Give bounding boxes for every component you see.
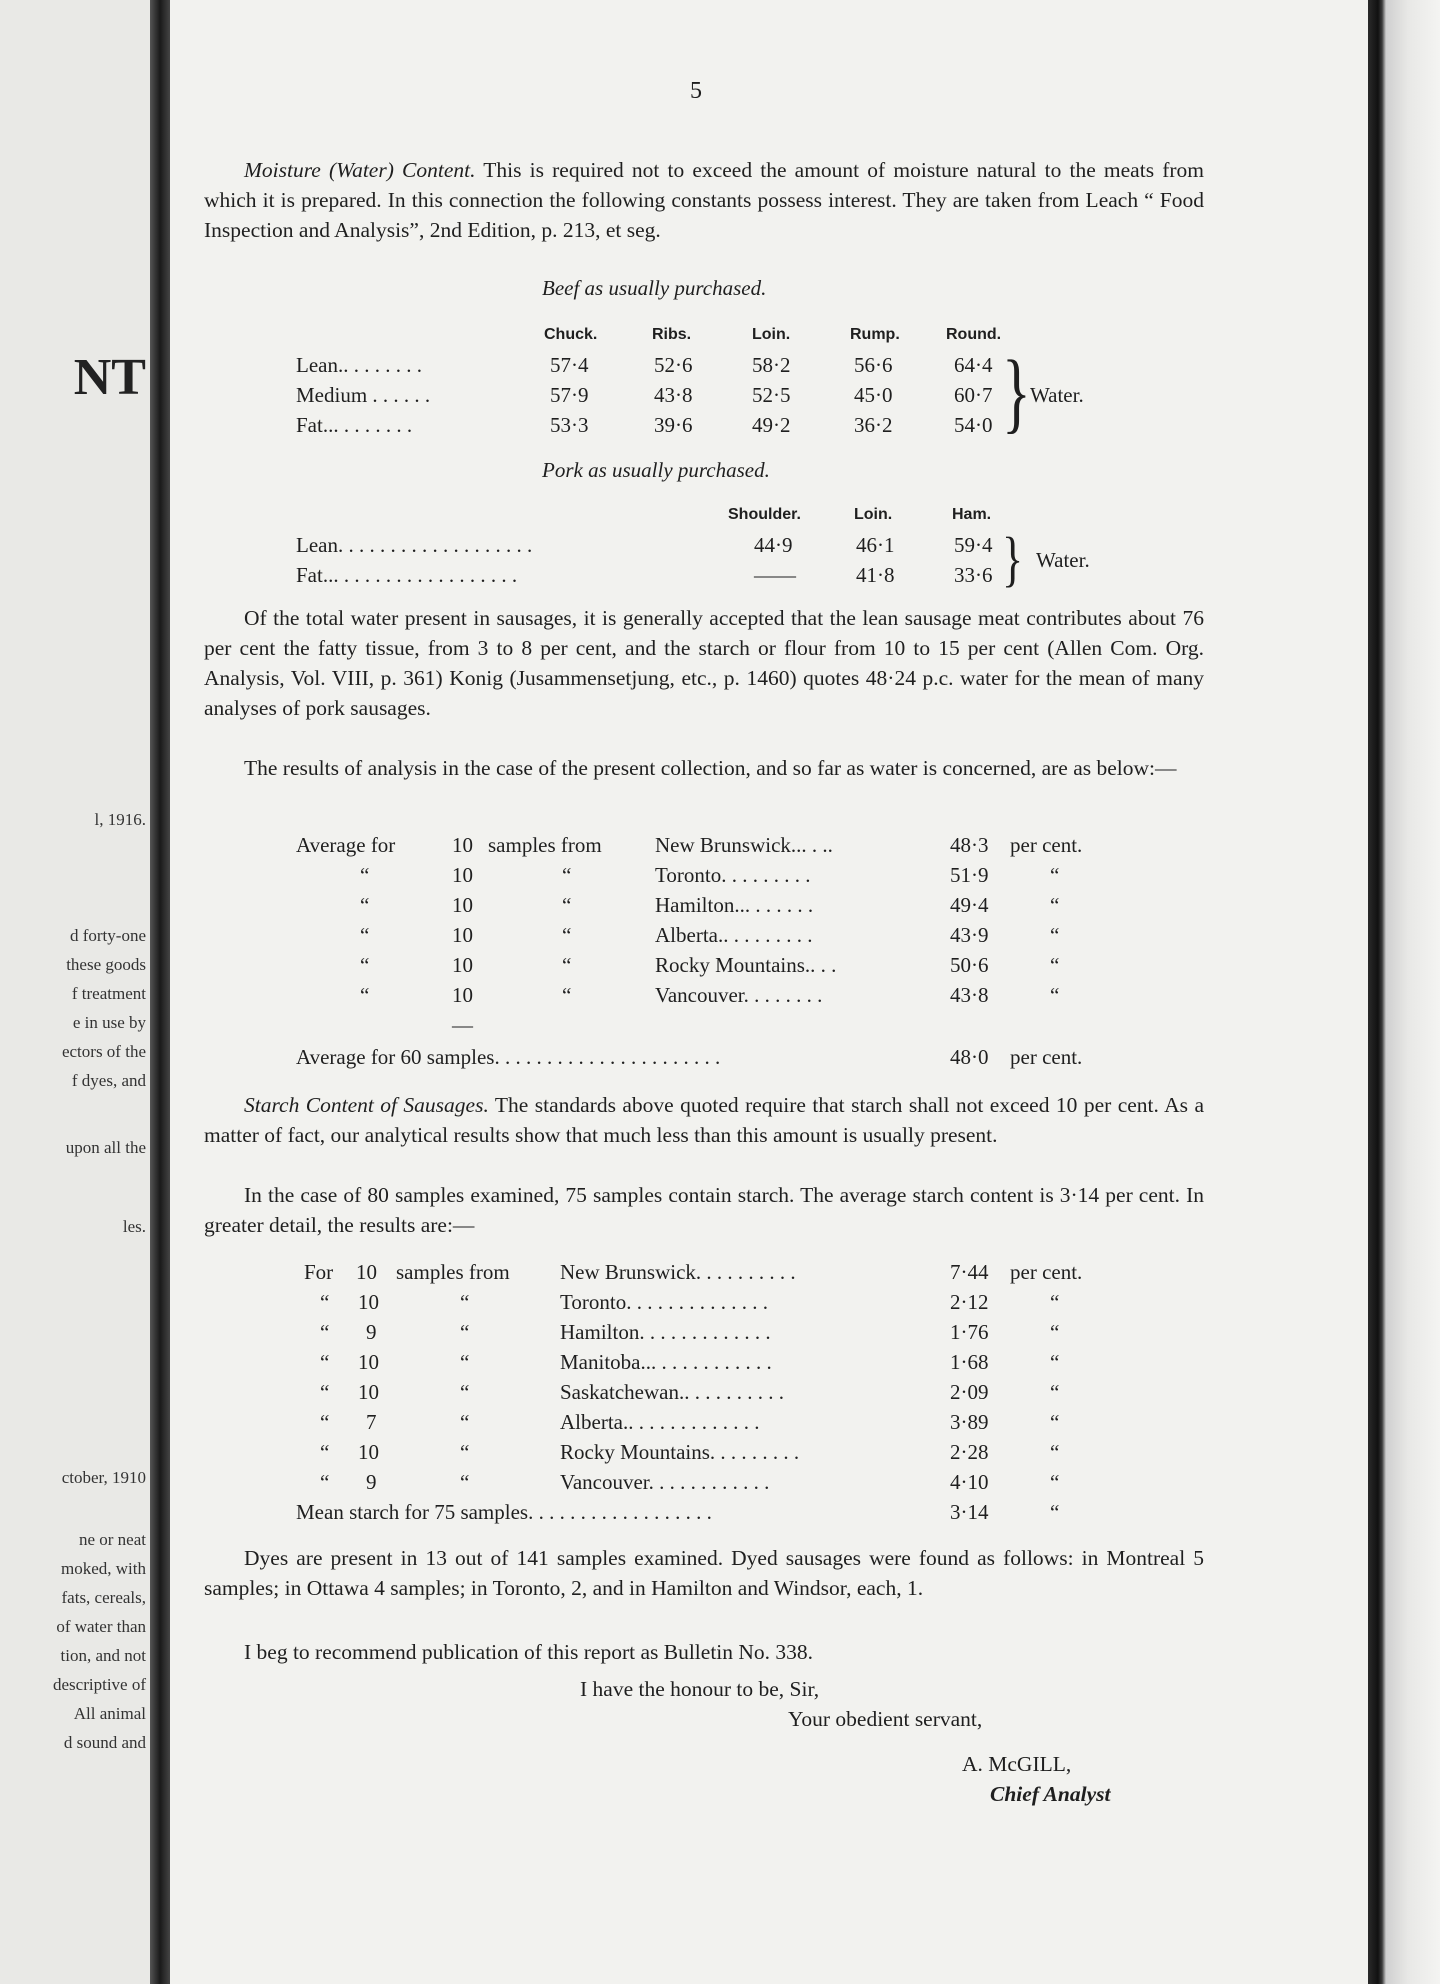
table-cell: 9 (366, 1320, 377, 1344)
brace: } (1002, 525, 1024, 594)
table-cell: Saskatchewan.. . . . . . . . . . (560, 1380, 784, 1404)
paragraph-text: Dyes are present in 13 out of 141 samples examined. Dyed sausages were found as follows: in Montreal 5 samples; in Ottawa 4 samples; in Toronto, 2, and in Hamilton and Windsor, each, 1. (204, 1546, 1204, 1600)
table-cell: samples from (488, 833, 602, 857)
pork-table (170, 500, 1368, 594)
left-fragment: ctober, 1910 (61, 1468, 146, 1487)
table-cell: “ (320, 1380, 330, 1404)
table-cell: Alberta.. . . . . . . . . (655, 923, 813, 947)
pork-header: Loin. (854, 506, 893, 523)
beef-header: Chuck. (544, 326, 598, 343)
table-cell: per cent. (1010, 1045, 1083, 1069)
table-cell: 10 (452, 923, 473, 947)
table-cell: 57·9 (550, 383, 589, 407)
paragraph-text: The results of analysis in the case of the present collection, and so far as water is concerned, are as below:— (244, 756, 1177, 780)
signatory-name: A. McGILL, (962, 1752, 1072, 1776)
beef-header: Rump. (850, 326, 900, 343)
table-cell: 10 (452, 893, 473, 917)
left-fragment: these goods (66, 955, 146, 974)
table-cell: Manitoba... . . . . . . . . . . . (560, 1350, 772, 1374)
table-cell: “ (360, 953, 370, 977)
table-cell: “ (460, 1380, 470, 1404)
table-cell: “ (460, 1410, 470, 1434)
table-cell: 43·8 (654, 383, 693, 407)
pork-header: Shoulder. (728, 506, 801, 523)
left-fragment: d sound and (63, 1733, 146, 1752)
table-cell: 49·2 (752, 413, 791, 437)
table-cell: Rocky Mountains.. . . (655, 953, 837, 977)
paragraph-text: The standards above quoted require that starch shall not exceed 10 per cent. As a matter of fact, our analytical results show that much less than this amount is usually present. (204, 1093, 1204, 1147)
table-cell: “ (1050, 1440, 1060, 1464)
table-cell: “ (320, 1290, 330, 1314)
table-cell: “ (1050, 1410, 1060, 1434)
table-cell: “ (460, 1470, 470, 1494)
table-cell: 2·12 (950, 1290, 989, 1314)
left-fragment: moked, with (61, 1559, 146, 1578)
table-cell: “ (460, 1350, 470, 1374)
table-cell: 4·10 (950, 1470, 989, 1494)
table-cell: 51·9 (950, 863, 989, 887)
table-cell: “ (320, 1350, 330, 1374)
table-cell: Hamilton... . . . . . . (655, 893, 814, 917)
section-heading-moisture: Moisture (Water) Content. (244, 158, 476, 182)
table-cell: New Brunswick. . . . . . . . . . (560, 1260, 796, 1284)
table-cell: 43·9 (950, 923, 989, 947)
table-cell: 10 (452, 833, 473, 857)
table-cell: “ (1050, 953, 1060, 977)
left-fragment: d forty-one (69, 926, 146, 945)
table-cell: 56·6 (854, 353, 893, 377)
beef-header: Ribs. (652, 326, 692, 343)
table-cell: “ (360, 893, 370, 917)
table-cell: 59·4 (954, 533, 993, 557)
left-fragment: descriptive of (53, 1675, 146, 1694)
table-cell: “ (1050, 893, 1060, 917)
page-number: 5 (690, 78, 702, 104)
left-fragment: f dyes, and (71, 1071, 146, 1090)
table-cell: “ (1050, 1380, 1060, 1404)
table-cell: “ (320, 1320, 330, 1344)
row-label: Fat... . . . . . . . . . . . . . . . . . (296, 563, 518, 587)
paragraph-text: Of the total water present in sausages, it is generally accepted that the lean sausage meat contributes about 76 per cent the fatty tissue, from 3 to 8 per cent, and the starch or flour from 10 to 15 per cent (Allen Com. Org. Analysis, Vol. VIII, p. 361) Konig (Jusammensetjung, etc., p. 1460) quotes 48·24 p.c. water for the mean of many analyses of pork sausages. (204, 606, 1204, 720)
water-label: Water. (1036, 548, 1090, 572)
table-cell: 46·1 (856, 533, 895, 557)
water-label: Water. (1030, 383, 1084, 407)
table-cell: 53·3 (550, 413, 589, 437)
table-cell: 10 (452, 983, 473, 1007)
table-cell: Rocky Mountains. . . . . . . . . (560, 1440, 800, 1464)
table-cell: 3·14 (950, 1500, 989, 1524)
signatory-title: Chief Analyst (990, 1782, 1111, 1806)
table-cell: “ (360, 863, 370, 887)
table-cell: “ (1050, 1350, 1060, 1374)
table-cell: 10 (358, 1290, 379, 1314)
paragraph-starch-results (204, 1180, 1204, 1240)
document-page (170, 0, 1368, 1984)
table-cell: “ (320, 1470, 330, 1494)
table-cell: “ (320, 1410, 330, 1434)
table-cell: 10 (358, 1380, 379, 1404)
table-cell: 48·3 (950, 833, 989, 857)
beef-header: Round. (946, 326, 1002, 343)
table-cell: Average for 60 samples. . . . . . . . . . . . . . . . . . . . . . (296, 1045, 721, 1069)
brace: } (1002, 342, 1031, 442)
table-cell: —— (754, 563, 796, 587)
left-fragment: of water than (56, 1617, 146, 1636)
table-cell: 48·0 (950, 1045, 989, 1069)
table-cell: “ (562, 893, 572, 917)
paragraph-moisture (204, 155, 1204, 245)
table-cell: 9 (366, 1470, 377, 1494)
left-fragment: e in use by (72, 1013, 146, 1032)
table-cell: “ (460, 1290, 470, 1314)
table-cell: 10 (358, 1350, 379, 1374)
table-cell: 39·6 (654, 413, 693, 437)
table-cell: Toronto. . . . . . . . . . . . . . (560, 1290, 768, 1314)
table-cell: 3·89 (950, 1410, 989, 1434)
table-cell: 43·8 (950, 983, 989, 1007)
paragraph-recommendation (204, 1637, 1204, 1667)
table-cell: 44·9 (754, 533, 793, 557)
table-cell: Alberta.. . . . . . . . . . . . . (560, 1410, 760, 1434)
row-label: Lean.. . . . . . . . (296, 353, 422, 377)
closing-line: Your obedient servant, (788, 1707, 983, 1731)
table-cell: Hamilton. . . . . . . . . . . . . (560, 1320, 771, 1344)
book-binding (150, 0, 170, 1984)
table-cell: 10 (452, 863, 473, 887)
table-cell: per cent. (1010, 1260, 1083, 1284)
table-cell: 52·6 (654, 353, 693, 377)
table-cell: “ (1050, 1500, 1060, 1524)
table-cell: 64·4 (954, 353, 993, 377)
row-label: Fat... . . . . . . . (296, 413, 413, 437)
table-cell: 7 (366, 1410, 377, 1434)
table-cell: “ (1050, 923, 1060, 947)
page-edge (1368, 0, 1440, 1984)
table-cell: Mean starch for 75 samples. . . . . . . . . . . . . . . . . . (296, 1500, 712, 1524)
beef-header: Loin. (752, 326, 791, 343)
table-cell: “ (460, 1320, 470, 1344)
table-cell: samples from (396, 1260, 510, 1284)
table-cell: 7·44 (950, 1260, 989, 1284)
left-page-fragment (0, 0, 150, 1984)
table-cell: “ (1050, 1470, 1060, 1494)
left-fragment: fats, cereals, (61, 1588, 146, 1607)
table-cell: 52·5 (752, 383, 791, 407)
section-heading-starch: Starch Content of Sausages. (244, 1093, 489, 1117)
table-cell: Vancouver. . . . . . . . . . . . (560, 1470, 770, 1494)
table-cell: “ (460, 1440, 470, 1464)
table-cell: “ (360, 923, 370, 947)
table-cell: 10 (452, 953, 473, 977)
table-cell: New Brunswick... . .. (655, 833, 833, 857)
table-cell: “ (1050, 1320, 1060, 1344)
table-cell: For (304, 1260, 334, 1284)
paragraph-results-intro (204, 753, 1204, 783)
table-cell: 50·6 (950, 953, 989, 977)
pork-header: Ham. (952, 506, 992, 523)
row-label: Medium . . . . . . (296, 383, 431, 407)
beef-caption: Beef as usually purchased. (542, 276, 767, 300)
table-cell: “ (562, 923, 572, 947)
left-fragment: All animal (73, 1704, 146, 1723)
table-cell: “ (1050, 983, 1060, 1007)
table-cell: 1·68 (950, 1350, 989, 1374)
table-cell: “ (562, 953, 572, 977)
table-cell: 58·2 (752, 353, 791, 377)
paragraph-starch (204, 1090, 1204, 1150)
table-cell: per cent. (1010, 833, 1083, 857)
table-cell: 60·7 (954, 383, 993, 407)
table-cell: “ (562, 983, 572, 1007)
table-cell: 54·0 (954, 413, 993, 437)
table-cell: 57·4 (550, 353, 589, 377)
table-cell: 1·76 (950, 1320, 989, 1344)
beef-table (170, 320, 1368, 440)
table-cell: 49·4 (950, 893, 989, 917)
closing-line: I have the honour to be, Sir, (580, 1677, 820, 1701)
table-cell: “ (562, 863, 572, 887)
left-fragment: les. (122, 1217, 146, 1236)
table-cell: 41·8 (856, 563, 895, 587)
table-cell: “ (1050, 1290, 1060, 1314)
paragraph-water-sources (204, 603, 1204, 723)
table-cell: Toronto. . . . . . . . . (655, 863, 811, 887)
table-cell: 45·0 (854, 383, 893, 407)
left-fragment: upon all the (65, 1138, 146, 1157)
left-fragment: ectors of the (61, 1042, 146, 1061)
table-cell: 10 (356, 1260, 377, 1284)
water-results-table (170, 830, 1368, 1070)
table-cell: 33·6 (954, 563, 993, 587)
paragraph-text: This is required not to exceed the amount of moisture natural to the meats from which it is prepared. In this connection the following constants possess interest. They are taken from Leach “ Food Inspection and Analysis”, 2nd Edition, p. 213, et seg. (204, 158, 1205, 242)
row-label: Lean. . . . . . . . . . . . . . . . . . . (296, 533, 533, 557)
table-cell: Vancouver. . . . . . . . (655, 983, 823, 1007)
table-cell: 10 (358, 1440, 379, 1464)
left-fragment: ne or neat (78, 1530, 146, 1549)
table-cell: “ (320, 1440, 330, 1464)
table-cell: “ (1050, 863, 1060, 887)
table-cell: 36·2 (854, 413, 893, 437)
paragraph-dyes (204, 1543, 1204, 1603)
table-rule: — (452, 1013, 473, 1037)
left-fragment: tion, and not (60, 1646, 146, 1665)
table-cell: 2·09 (950, 1380, 989, 1404)
table-cell: Average for (296, 833, 396, 857)
left-fragment: l, 1916. (94, 810, 146, 829)
pork-caption: Pork as usually purchased. (542, 458, 770, 482)
paragraph-text: In the case of 80 samples examined, 75 samples contain starch. The average starch content is 3·14 per cent. In greater detail, the results are:— (204, 1183, 1204, 1237)
left-fragment: f treatment (71, 984, 146, 1003)
table-cell: “ (360, 983, 370, 1007)
table-cell: 2·28 (950, 1440, 989, 1464)
left-fragment-heading: NT (73, 349, 146, 406)
starch-results-table (170, 1257, 1368, 1527)
paragraph-text: I beg to recommend publication of this report as Bulletin No. 338. (244, 1640, 814, 1664)
